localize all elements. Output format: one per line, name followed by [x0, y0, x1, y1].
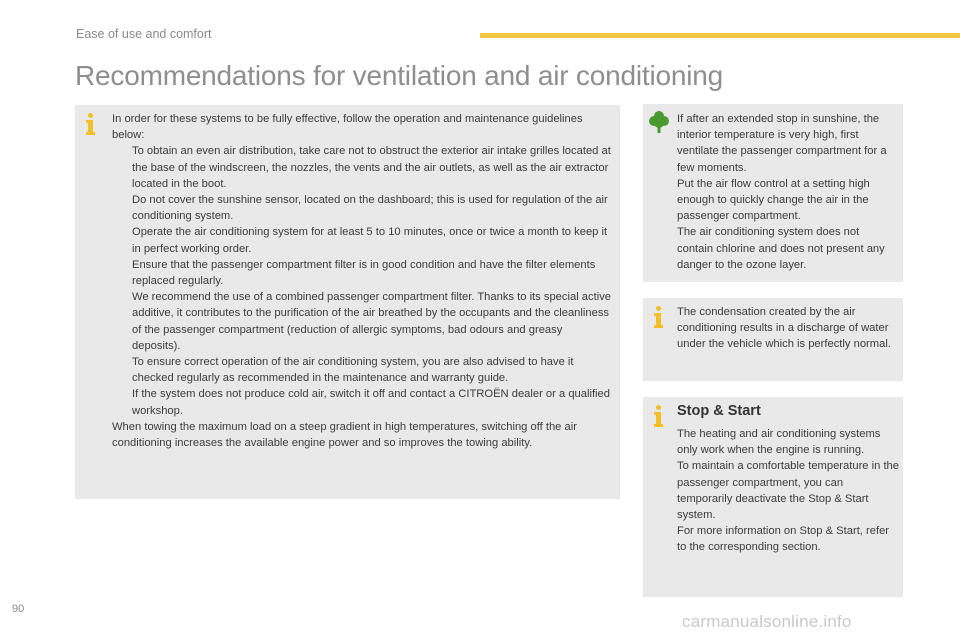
main-recommendations-text	[112, 111, 612, 451]
info-icon	[654, 405, 664, 427]
environment-paragraph: If after an extended stop in sunshine, the interior temperature is very high, first ventilate the passenger compartment for a few moments.	[677, 113, 887, 174]
stop-start-paragraph: To maintain a comfortable temperature in the passenger compartment, you can temporarily deactivate the Stop & Start system.	[677, 460, 900, 522]
stop-start-paragraph: The heating and air conditioning systems only work when the engine is running.	[677, 428, 881, 457]
page-title: Recommendations for ventilation and air conditioning	[75, 60, 723, 91]
bullet-item: To ensure correct operation of the air conditioning system, you are also advised to have it checked regularly as recommended in the maintenance and warranty guide.	[132, 356, 574, 385]
filter-note: We recommend the use of a combined passenger compartment filter. Thanks to its special active additive, it contributes to the purification of the air breathed by the occupants and the cleanliness of the passenger compartment (reduction of allergic symptoms, bad odours and greasy deposits).	[132, 291, 612, 352]
header-accent-bar	[480, 33, 960, 38]
page-number: 90	[12, 603, 25, 615]
environment-note-text	[677, 111, 892, 273]
condensation-note-text	[677, 304, 892, 353]
towing-note: When towing the maximum load on a steep gradient in high temperatures, switching off the air conditioning increases the available engine power and so improves the towing ability.	[112, 420, 577, 450]
stop-start-paragraph: For more information on Stop & Start, refer to the corresponding section.	[677, 525, 890, 554]
section-label: Ease of use and comfort	[76, 27, 212, 41]
stop-start-title: Stop & Start	[677, 403, 761, 419]
condensation-paragraph: The condensation created by the air conditioning results in a discharge of water under the vehicle which is perfectly normal.	[677, 306, 891, 351]
bullet-item: If the system does not produce cold air, switch it off and contact a CITROËN dealer or a qualified workshop.	[132, 388, 610, 417]
info-icon	[654, 306, 664, 328]
tree-icon	[648, 110, 670, 134]
bullet-item: Do not cover the sunshine sensor, located on the dashboard; this is used for regulation of the air conditioning system.	[132, 194, 608, 223]
bullet-item: To obtain an even air distribution, take care not to obstruct the exterior air intake grilles located at the base of the windscreen, the nozzles, the vents and the air outlets, as well as the air extractor located in the boot.	[132, 145, 611, 190]
stop-start-text	[677, 426, 899, 556]
bullet-item: Operate the air conditioning system for at least 5 to 10 minutes, once or twice a month to keep it in perfect working order.	[132, 226, 608, 255]
watermark: carmanualsonline.info	[682, 612, 852, 631]
info-icon	[86, 113, 96, 135]
bullet-item: Ensure that the passenger compartment filter is in good condition and have the filter elements replaced regularly.	[132, 258, 596, 288]
environment-paragraph: The air conditioning system does not contain chlorine and does not present any danger to the ozone layer.	[677, 226, 885, 271]
environment-paragraph: Put the air flow control at a setting high enough to quickly change the air in the passenger compartment.	[677, 177, 870, 223]
intro-text: In order for these systems to be fully effective, follow the operation and maintenance guidelines below:	[112, 113, 583, 142]
